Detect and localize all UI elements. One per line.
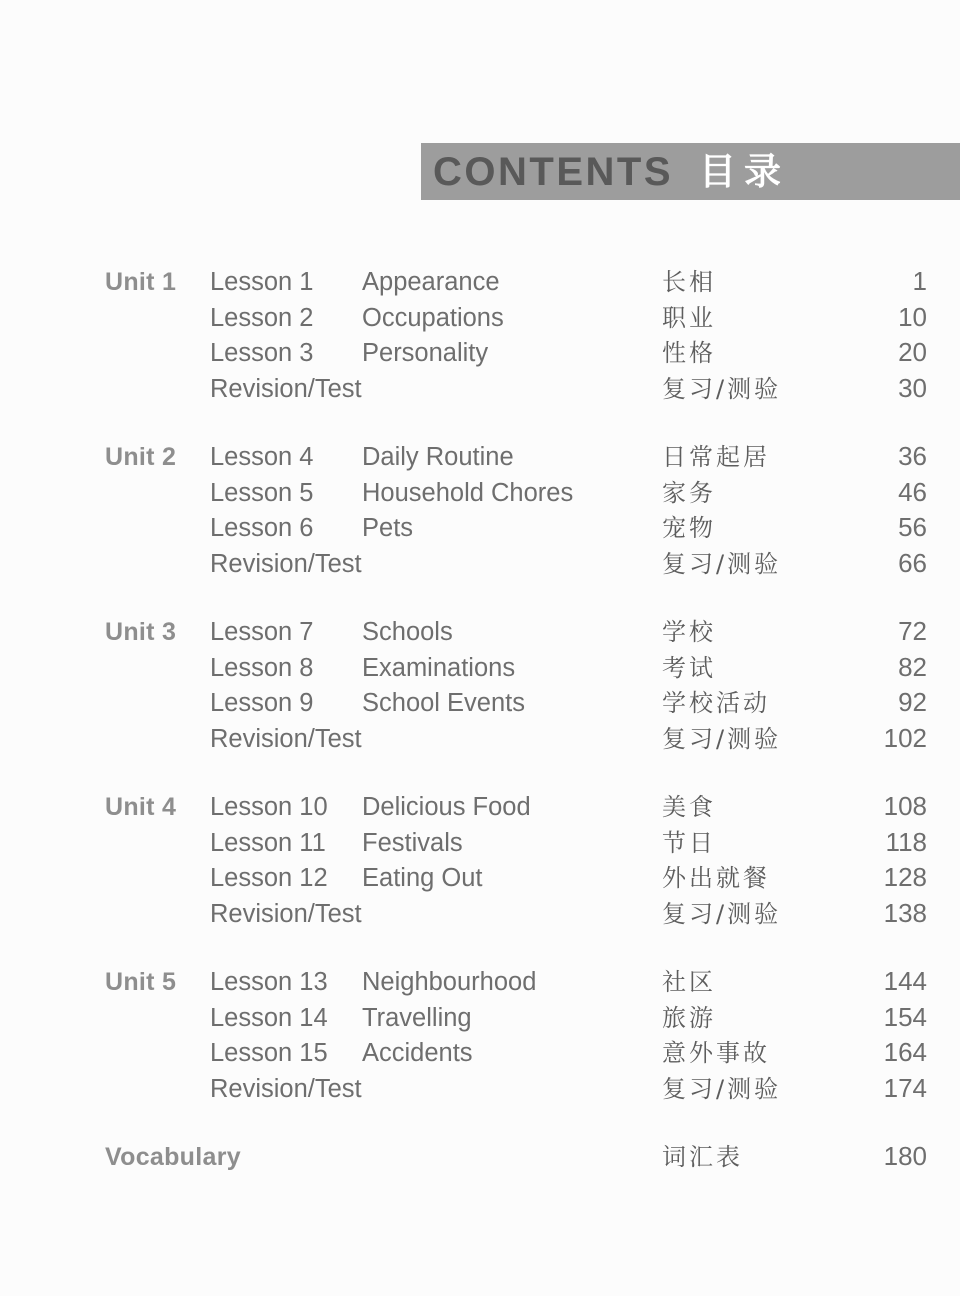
unit-label: Unit 5	[105, 968, 177, 996]
lesson-title-english: Occupations	[362, 303, 504, 332]
lesson-title-english: Neighbourhood	[362, 968, 537, 996]
lesson-label: Lesson 5	[210, 478, 314, 507]
unit-block	[0, 612, 960, 754]
lesson-title-chinese: 复习/测验	[662, 374, 782, 403]
page-number[interactable]: 174	[883, 1072, 927, 1103]
table-of-contents	[0, 262, 960, 1173]
lesson-title-english: Schools	[362, 618, 453, 646]
page-number[interactable]: 144	[883, 966, 927, 996]
revision-test-label: Revision/Test	[210, 899, 362, 928]
toc-row[interactable]	[0, 298, 960, 334]
toc-row[interactable]	[0, 473, 960, 509]
revision-test-label: Revision/Test	[210, 374, 362, 403]
page-number[interactable]: 92	[898, 687, 927, 717]
page-number[interactable]: 72	[898, 616, 927, 646]
toc-row[interactable]	[0, 719, 960, 755]
lesson-title-chinese: 家务	[662, 478, 716, 507]
page-number[interactable]: 118	[885, 826, 927, 857]
toc-row[interactable]	[0, 262, 960, 298]
lesson-label: Lesson 4	[210, 443, 314, 471]
toc-row[interactable]	[0, 683, 960, 719]
lesson-title-english: Accidents	[362, 1039, 473, 1067]
toc-row[interactable]	[0, 648, 960, 684]
lesson-label: Lesson 6	[210, 514, 314, 542]
unit-block	[0, 262, 960, 404]
lesson-label: Lesson 14	[210, 1003, 328, 1032]
toc-row[interactable]	[0, 962, 960, 998]
lesson-title-chinese: 复习/测验	[662, 1074, 782, 1103]
page-number[interactable]: 30	[898, 372, 927, 403]
vocabulary-row[interactable]	[0, 1137, 960, 1173]
lesson-title-english: Festivals	[362, 828, 463, 857]
lesson-title-english: School Events	[362, 689, 526, 717]
lesson-title-chinese: 节日	[662, 828, 716, 857]
page-number[interactable]: 128	[883, 862, 927, 892]
lesson-label: Lesson 2	[210, 303, 314, 332]
page-number[interactable]: 82	[898, 651, 927, 682]
lesson-label: Lesson 10	[210, 793, 328, 821]
lesson-label: Lesson 7	[210, 618, 314, 646]
toc-row[interactable]	[0, 998, 960, 1034]
lesson-title-english: Examinations	[362, 653, 516, 682]
lesson-title-english: Appearance	[362, 268, 500, 296]
contents-title-chinese: 目录	[699, 150, 789, 193]
lesson-title-chinese: 性格	[662, 339, 716, 367]
lesson-label: Lesson 12	[210, 864, 328, 892]
page-number[interactable]: 46	[898, 476, 927, 507]
lesson-label: Lesson 3	[210, 339, 314, 367]
toc-row[interactable]	[0, 823, 960, 859]
revision-test-label: Revision/Test	[210, 549, 362, 578]
page-number[interactable]: 108	[883, 791, 927, 821]
lesson-title-chinese: 考试	[662, 653, 716, 682]
toc-row[interactable]	[0, 1033, 960, 1069]
toc-row[interactable]	[0, 508, 960, 544]
page-number[interactable]: 154	[883, 1001, 927, 1032]
page-number[interactable]: 20	[898, 337, 927, 367]
contents-title-english: CONTENTS	[433, 149, 673, 194]
lesson-title-chinese: 日常起居	[662, 443, 770, 471]
page-number[interactable]: 102	[883, 722, 927, 753]
lesson-title-chinese: 宠物	[662, 514, 716, 542]
page-number[interactable]: 138	[883, 897, 927, 928]
toc-row[interactable]	[0, 333, 960, 369]
vocabulary-label: Vocabulary	[105, 1143, 241, 1171]
page-number[interactable]: 10	[898, 301, 927, 332]
lesson-title-english: Delicious Food	[362, 793, 531, 821]
toc-row[interactable]	[0, 787, 960, 823]
unit-block	[0, 962, 960, 1104]
lesson-title-english: Household Chores	[362, 478, 574, 507]
lesson-label: Lesson 8	[210, 653, 314, 682]
lesson-title-chinese: 意外事故	[662, 1039, 770, 1067]
lesson-title-english: Pets	[362, 514, 414, 542]
lesson-title-english: Daily Routine	[362, 443, 514, 471]
lesson-title-chinese: 旅游	[662, 1003, 716, 1032]
lesson-title-english: Travelling	[362, 1003, 472, 1032]
toc-row[interactable]	[0, 894, 960, 930]
lesson-title-chinese: 复习/测验	[662, 724, 782, 753]
unit-block	[0, 437, 960, 579]
unit-label: Unit 4	[105, 793, 177, 821]
lesson-title-chinese: 学校	[662, 618, 716, 646]
lesson-title-chinese: 复习/测验	[662, 549, 782, 578]
lesson-title-chinese: 职业	[662, 303, 716, 332]
page-number[interactable]: 1	[912, 266, 927, 296]
lesson-label: Lesson 1	[210, 268, 314, 296]
toc-row[interactable]	[0, 1069, 960, 1105]
lesson-title-chinese: 复习/测验	[662, 899, 782, 928]
unit-block	[0, 787, 960, 929]
lesson-title-english: Eating Out	[362, 864, 483, 892]
lesson-title-chinese: 社区	[662, 968, 716, 996]
lesson-label: Lesson 15	[210, 1039, 328, 1067]
lesson-title-chinese: 美食	[662, 793, 716, 821]
revision-test-label: Revision/Test	[210, 724, 362, 753]
contents-header-banner	[421, 143, 960, 200]
lesson-label: Lesson 13	[210, 968, 328, 996]
lesson-title-chinese: 学校活动	[662, 689, 770, 717]
page-number[interactable]: 56	[898, 512, 927, 542]
toc-row[interactable]	[0, 369, 960, 405]
toc-row[interactable]	[0, 858, 960, 894]
lesson-title-chinese: 外出就餐	[662, 864, 770, 892]
vocabulary-label-chinese: 词汇表	[662, 1143, 743, 1171]
revision-test-label: Revision/Test	[210, 1074, 362, 1103]
unit-label: Unit 3	[105, 618, 177, 646]
unit-label: Unit 2	[105, 443, 177, 471]
toc-row[interactable]	[0, 544, 960, 580]
page-number[interactable]: 164	[883, 1037, 927, 1067]
lesson-label: Lesson 11	[210, 828, 326, 857]
lesson-title-english: Personality	[362, 339, 489, 367]
page-number[interactable]: 36	[898, 441, 927, 471]
page-number[interactable]: 66	[898, 547, 927, 578]
page-number[interactable]: 180	[883, 1141, 927, 1171]
toc-row[interactable]	[0, 612, 960, 648]
lesson-title-chinese: 长相	[662, 268, 716, 296]
lesson-label: Lesson 9	[210, 689, 314, 717]
toc-row[interactable]	[0, 437, 960, 473]
unit-label: Unit 1	[105, 268, 177, 296]
